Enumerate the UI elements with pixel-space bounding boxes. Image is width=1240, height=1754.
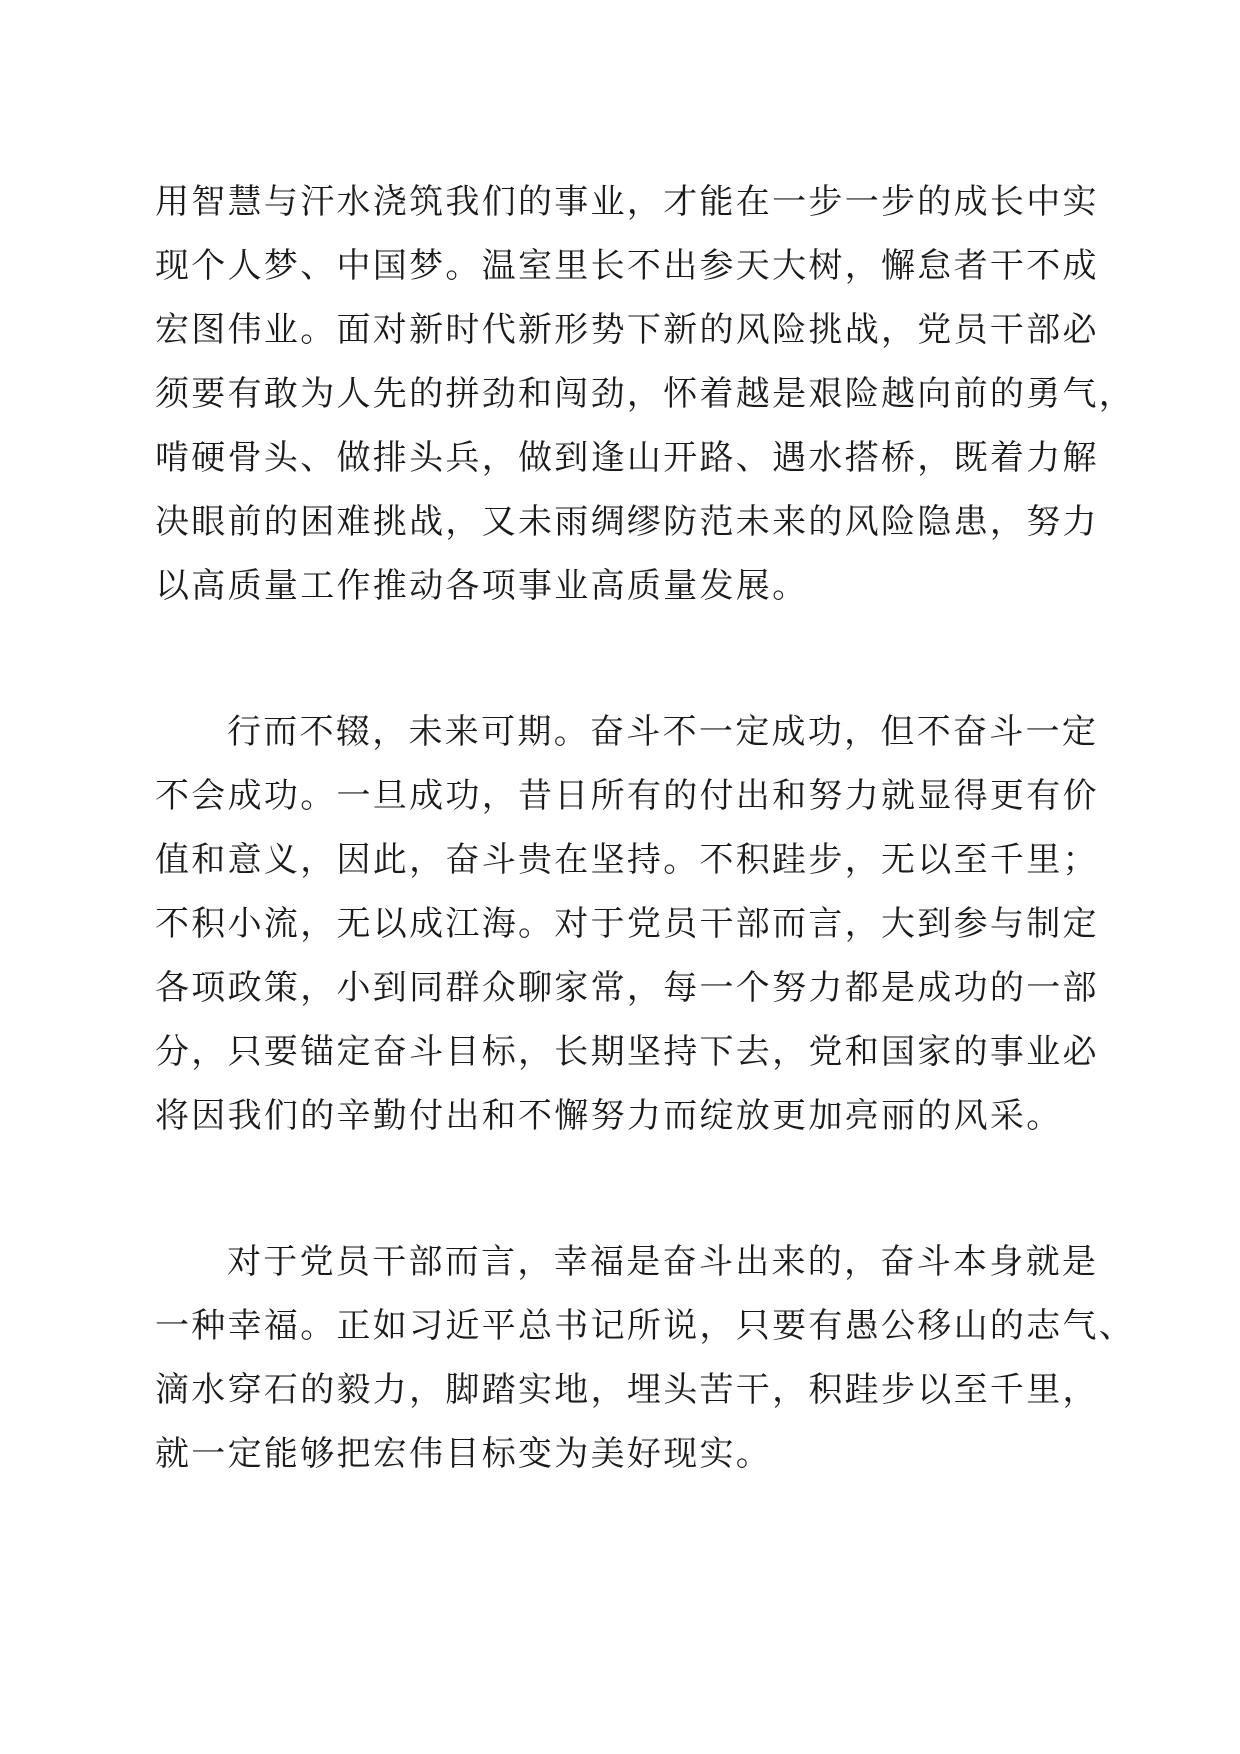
paragraph-first-line: 对于党员干部而言，幸福是奋斗出来的，奋斗本身就是 — [227, 1242, 1099, 1282]
paragraph-line: 以高质量工作推动各项事业高质量发展。 — [155, 566, 809, 606]
paragraph-line: 各项政策，小到同群众聊家常，每一个努力都是成功的一部 — [155, 968, 1099, 1008]
paragraph-line: 不会成功。一旦成功，昔日所有的付出和努力就显得更有价 — [155, 776, 1099, 816]
paragraph-line: 现个人梦、中国梦。温室里长不出参天大树，懈怠者干不成 — [155, 246, 1099, 286]
paragraph-first-line: 行而不辍，未来可期。奋斗不一定成功，但不奋斗一定 — [227, 712, 1099, 752]
paragraph-line: 滴水穿石的毅力，脚踏实地，埋头苦干，积跬步以至千里， — [155, 1370, 1099, 1410]
paragraph-line: 就一定能够把宏伟目标变为美好现实。 — [155, 1434, 773, 1474]
paragraph-line: 宏图伟业。面对新时代新形势下新的风险挑战，党员干部必 — [155, 310, 1099, 350]
paragraph-line: 不积小流，无以成江海。对于党员干部而言，大到参与制定 — [155, 904, 1099, 944]
paragraph-line: 啃硬骨头、做排头兵，做到逢山开路、遇水搭桥，既着力解 — [155, 438, 1099, 478]
paragraph-3 — [155, 1230, 1136, 1486]
paragraph-line: 决眼前的困难挑战，又未雨绸缪防范未来的风险隐患，努力 — [155, 502, 1099, 542]
paragraph-line: 将因我们的辛勤付出和不懈努力而绽放更加亮丽的风采。 — [155, 1096, 1063, 1136]
paragraph-line: 分，只要锚定奋斗目标，长期坚持下去，党和国家的事业必 — [155, 1032, 1099, 1072]
paragraph-1 — [155, 170, 1136, 618]
paragraph-line: 用智慧与汗水浇筑我们的事业，才能在一步一步的成长中实 — [155, 182, 1099, 222]
paragraph-2 — [155, 700, 1099, 1148]
paragraph-line: 须要有敢为人先的拼劲和闯劲，怀着越是艰险越向前的勇气， — [155, 374, 1136, 414]
paragraph-line: 一种幸福。正如习近平总书记所说，只要有愚公移山的志气、 — [155, 1306, 1136, 1346]
paragraph-line: 值和意义，因此，奋斗贵在坚持。不积跬步，无以至千里； — [155, 840, 1099, 880]
